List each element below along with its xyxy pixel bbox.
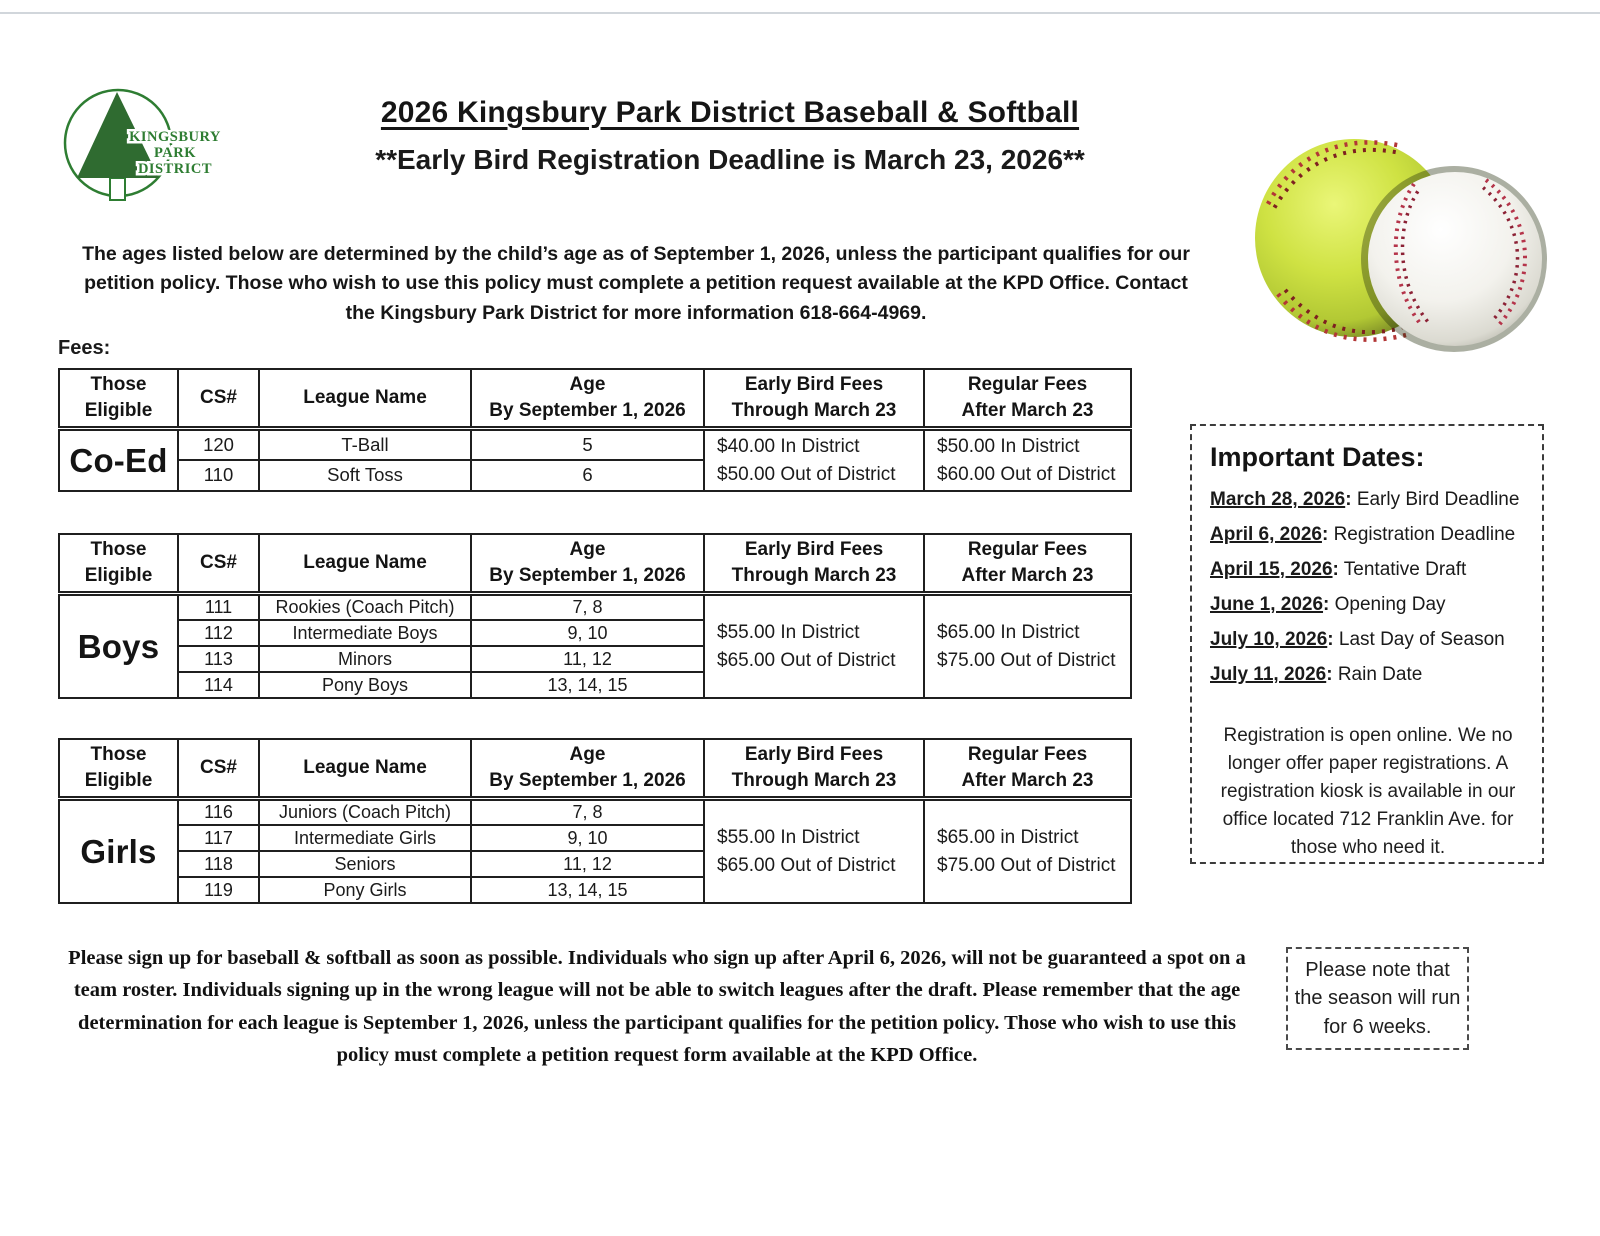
early-fee-cell: $55.00 In District $65.00 Out of District — [704, 594, 924, 699]
cs-cell: 112 — [178, 620, 259, 646]
early-fee-cell: $40.00 In District $50.00 Out of District — [704, 429, 924, 491]
important-dates-box — [1190, 424, 1544, 864]
age-cell: 7, 8 — [471, 799, 704, 826]
col-header-regular-fees: Regular Fees After March 23 — [924, 369, 1131, 429]
league-cell: Pony Girls — [259, 877, 471, 903]
table-row — [59, 429, 1131, 460]
table-header-row — [59, 534, 1131, 594]
col-header-cs: CS# — [178, 534, 259, 594]
date-value: March 28, 2026 — [1210, 489, 1346, 510]
col-header-early-fees: Early Bird Fees Through March 23 — [704, 369, 924, 429]
baseball-softball-image — [1248, 122, 1548, 357]
date-desc: Tentative Draft — [1343, 559, 1467, 580]
date-item: June 1, 2026: Opening Day — [1210, 594, 1446, 615]
logo-text-park: PARK — [153, 145, 197, 161]
age-cell: 5 — [471, 429, 704, 460]
col-header-eligible: Those Eligible — [59, 534, 178, 594]
age-cell: 7, 8 — [471, 594, 704, 621]
regular-fee-cell: $50.00 In District $60.00 Out of District — [924, 429, 1131, 491]
logo-text-district: DISTRICT — [137, 161, 213, 177]
col-header-league: League Name — [259, 534, 471, 594]
cs-cell: 116 — [178, 799, 259, 826]
regular-fee-cell: $65.00 in District $75.00 Out of District — [924, 799, 1131, 904]
col-header-league: League Name — [259, 739, 471, 799]
title-block — [300, 96, 1160, 176]
date-item: July 10, 2026: Last Day of Season — [1210, 629, 1505, 650]
group-label-girls: Girls — [59, 799, 178, 904]
group-label-boys: Boys — [59, 594, 178, 699]
date-desc: Early Bird Deadline — [1356, 489, 1520, 510]
cs-cell: 113 — [178, 646, 259, 672]
league-cell: Soft Toss — [259, 460, 471, 491]
age-cell: 6 — [471, 460, 704, 491]
table-header-row — [59, 369, 1131, 429]
table-row — [59, 594, 1131, 621]
cs-cell: 119 — [178, 877, 259, 903]
kingsbury-park-district-logo — [56, 84, 231, 206]
date-desc: Opening Day — [1334, 594, 1446, 615]
cs-cell: 111 — [178, 594, 259, 621]
boys-fees-table — [58, 533, 1132, 699]
col-header-age: Age By September 1, 2026 — [471, 534, 704, 594]
col-header-age: Age By September 1, 2026 — [471, 739, 704, 799]
cs-cell: 118 — [178, 851, 259, 877]
age-cell: 13, 14, 15 — [471, 877, 704, 903]
league-cell: Pony Boys — [259, 672, 471, 698]
col-header-eligible: Those Eligible — [59, 739, 178, 799]
league-cell: Rookies (Coach Pitch) — [259, 594, 471, 621]
date-value: July 11, 2026 — [1210, 664, 1327, 685]
col-header-cs: CS# — [178, 739, 259, 799]
league-cell: T-Ball — [259, 429, 471, 460]
date-desc: Registration Deadline — [1333, 524, 1516, 545]
age-cell: 13, 14, 15 — [471, 672, 704, 698]
date-value: April 6, 2026 — [1210, 524, 1322, 545]
fees-label: Fees: — [58, 337, 111, 359]
col-header-regular-fees: Regular Fees After March 23 — [924, 739, 1131, 799]
age-cell: 9, 10 — [471, 620, 704, 646]
table-row — [59, 799, 1131, 826]
cs-cell: 110 — [178, 460, 259, 491]
cs-cell: 117 — [178, 825, 259, 851]
age-cell: 9, 10 — [471, 825, 704, 851]
date-desc: Rain Date — [1337, 664, 1423, 685]
cs-cell: 120 — [178, 429, 259, 460]
intro-paragraph: The ages listed below are determined by the child’s age as of September 1, 2026, unless the participant qualifies for our petition policy. Those who wish to use this policy must complete a petition request available at the KPD Office. Contact the Kingsbury Park District for more information 618-664-4969. — [82, 243, 1190, 324]
col-header-league: League Name — [259, 369, 471, 429]
important-dates-title: Important Dates: — [1210, 442, 1425, 472]
logo-text-kingsbury: KINGSBURY — [129, 129, 221, 145]
date-value: April 15, 2026 — [1210, 559, 1333, 580]
col-header-eligible: Those Eligible — [59, 369, 178, 429]
page-subtitle: **Early Bird Registration Deadline is March 23, 2026** — [375, 144, 1085, 175]
col-header-early-fees: Early Bird Fees Through March 23 — [704, 534, 924, 594]
coed-fees-table — [58, 368, 1132, 492]
league-cell: Intermediate Boys — [259, 620, 471, 646]
col-header-age: Age By September 1, 2026 — [471, 369, 704, 429]
date-item: July 11, 2026: Rain Date — [1210, 664, 1423, 685]
date-desc: Last Day of Season — [1338, 629, 1505, 650]
season-length-note: Please note that the season will run for 6 weeks. — [1294, 958, 1461, 1038]
col-header-cs: CS# — [178, 369, 259, 429]
early-fee-cell: $55.00 In District $65.00 Out of District — [704, 799, 924, 904]
age-cell: 11, 12 — [471, 851, 704, 877]
signup-notice-paragraph: Please sign up for baseball & softball as soon as possible. Individuals who sign up after April 6, 2026, will not be guaranteed a spot on a team roster. Individuals signing up in the wrong league will not be able to switch leagues after the draft. Please remember that the age determination for each league is September 1, 2026, unless the participant qualifies for the petition policy. Those who wish to use this policy must complete a petition request form available at the KPD Office. — [68, 947, 1246, 1067]
col-header-regular-fees: Regular Fees After March 23 — [924, 534, 1131, 594]
online-registration-note: Registration is open online. We no longer offer paper registrations. A registration kiosk is available in our office located 712 Franklin Ave. for those who need it. — [1220, 725, 1516, 858]
date-item: April 6, 2026: Registration Deadline — [1210, 524, 1516, 545]
scan-artifact-line — [0, 12, 1600, 14]
page-title: 2026 Kingsbury Park District Baseball & Softball — [380, 96, 1080, 129]
girls-fees-table — [58, 738, 1132, 904]
cs-cell: 114 — [178, 672, 259, 698]
date-item: March 28, 2026: Early Bird Deadline — [1210, 489, 1520, 510]
table-header-row — [59, 739, 1131, 799]
date-item: April 15, 2026: Tentative Draft — [1210, 559, 1467, 580]
age-cell: 11, 12 — [471, 646, 704, 672]
col-header-early-fees: Early Bird Fees Through March 23 — [704, 739, 924, 799]
league-cell: Minors — [259, 646, 471, 672]
season-length-note-box — [1286, 947, 1469, 1050]
league-cell: Seniors — [259, 851, 471, 877]
league-cell: Intermediate Girls — [259, 825, 471, 851]
tree-logo-icon — [56, 84, 231, 206]
league-cell: Juniors (Coach Pitch) — [259, 799, 471, 826]
regular-fee-cell: $65.00 In District $75.00 Out of District — [924, 594, 1131, 699]
date-value: July 10, 2026 — [1210, 629, 1328, 650]
date-value: June 1, 2026 — [1210, 594, 1324, 615]
group-label-coed: Co-Ed — [59, 429, 178, 491]
